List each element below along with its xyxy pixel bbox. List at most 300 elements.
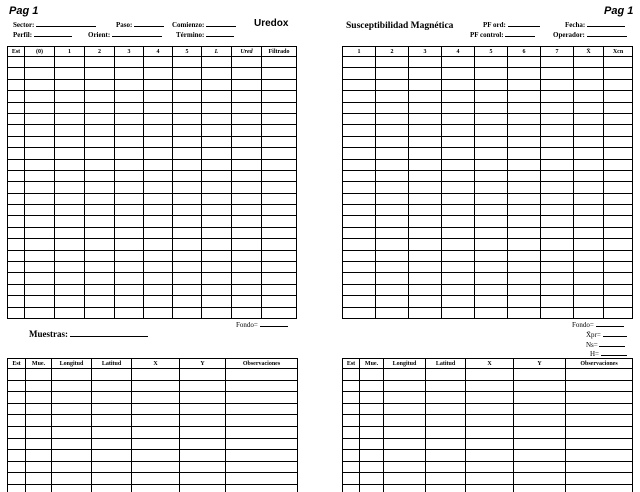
table-cell[interactable] <box>566 426 633 438</box>
paso-field[interactable] <box>116 20 164 29</box>
table-cell[interactable] <box>508 102 541 113</box>
table-cell[interactable] <box>574 227 604 238</box>
table-cell[interactable] <box>566 450 633 462</box>
table-cell[interactable] <box>475 216 508 227</box>
table-cell[interactable] <box>409 102 442 113</box>
table-cell[interactable] <box>566 484 633 492</box>
table-cell[interactable] <box>604 239 633 250</box>
table-cell[interactable] <box>232 125 262 136</box>
table-cell[interactable] <box>226 473 298 485</box>
table-cell[interactable] <box>360 484 384 492</box>
table-cell[interactable] <box>115 239 144 250</box>
table-cell[interactable] <box>475 170 508 181</box>
table-cell[interactable] <box>566 392 633 404</box>
table-cell[interactable] <box>475 284 508 295</box>
table-cell[interactable] <box>384 484 426 492</box>
table-cell[interactable] <box>202 102 232 113</box>
table-cell[interactable] <box>541 91 574 102</box>
table-cell[interactable] <box>442 227 475 238</box>
table-cell[interactable] <box>384 450 426 462</box>
table-cell[interactable] <box>376 193 409 204</box>
table-cell[interactable] <box>384 461 426 473</box>
table-cell[interactable] <box>144 148 173 159</box>
table-cell[interactable] <box>144 182 173 193</box>
table-cell[interactable] <box>514 450 566 462</box>
table-cell[interactable] <box>262 273 297 284</box>
table-cell[interactable] <box>442 250 475 261</box>
table-cell[interactable] <box>8 227 25 238</box>
table-cell[interactable] <box>202 273 232 284</box>
table-cell[interactable] <box>604 68 633 79</box>
table-cell[interactable] <box>25 205 55 216</box>
table-cell[interactable] <box>226 415 298 427</box>
table-cell[interactable] <box>574 250 604 261</box>
table-cell[interactable] <box>180 426 226 438</box>
table-cell[interactable] <box>115 159 144 170</box>
table-cell[interactable] <box>8 193 25 204</box>
table-cell[interactable] <box>144 125 173 136</box>
table-cell[interactable] <box>8 159 25 170</box>
table-cell[interactable] <box>52 450 92 462</box>
table-cell[interactable] <box>202 125 232 136</box>
table-cell[interactable] <box>574 91 604 102</box>
table-cell[interactable] <box>115 284 144 295</box>
table-cell[interactable] <box>115 125 144 136</box>
table-cell[interactable] <box>466 426 514 438</box>
table-cell[interactable] <box>343 136 376 147</box>
table-cell[interactable] <box>180 380 226 392</box>
table-cell[interactable] <box>508 250 541 261</box>
table-cell[interactable] <box>409 91 442 102</box>
table-cell[interactable] <box>52 438 92 450</box>
table-cell[interactable] <box>26 392 52 404</box>
table-cell[interactable] <box>541 216 574 227</box>
table-cell[interactable] <box>173 68 202 79</box>
table-cell[interactable] <box>376 148 409 159</box>
table-cell[interactable] <box>442 216 475 227</box>
table-cell[interactable] <box>475 296 508 307</box>
table-cell[interactable] <box>574 136 604 147</box>
table-cell[interactable] <box>92 484 132 492</box>
table-cell[interactable] <box>466 392 514 404</box>
table-cell[interactable] <box>409 307 442 318</box>
table-cell[interactable] <box>85 227 115 238</box>
table-cell[interactable] <box>376 284 409 295</box>
table-cell[interactable] <box>574 125 604 136</box>
table-cell[interactable] <box>202 250 232 261</box>
table-cell[interactable] <box>85 113 115 124</box>
table-cell[interactable] <box>442 91 475 102</box>
table-cell[interactable] <box>376 182 409 193</box>
table-cell[interactable] <box>115 205 144 216</box>
table-cell[interactable] <box>541 205 574 216</box>
table-cell[interactable] <box>541 79 574 90</box>
operador-input-line[interactable] <box>587 30 627 37</box>
table-cell[interactable] <box>8 57 25 68</box>
table-cell[interactable] <box>343 113 376 124</box>
table-cell[interactable] <box>144 239 173 250</box>
table-cell[interactable] <box>426 473 466 485</box>
table-cell[interactable] <box>144 136 173 147</box>
table-cell[interactable] <box>232 227 262 238</box>
table-cell[interactable] <box>574 68 604 79</box>
table-cell[interactable] <box>144 170 173 181</box>
table-cell[interactable] <box>574 205 604 216</box>
pf-ord-input-line[interactable] <box>508 20 540 27</box>
table-cell[interactable] <box>343 102 376 113</box>
comienzo-input-line[interactable] <box>206 20 236 27</box>
table-cell[interactable] <box>232 296 262 307</box>
table-cell[interactable] <box>409 262 442 273</box>
table-cell[interactable] <box>202 284 232 295</box>
table-cell[interactable] <box>180 450 226 462</box>
table-cell[interactable] <box>55 113 85 124</box>
table-cell[interactable] <box>173 79 202 90</box>
table-cell[interactable] <box>376 307 409 318</box>
table-cell[interactable] <box>475 102 508 113</box>
table-cell[interactable] <box>262 284 297 295</box>
table-cell[interactable] <box>115 262 144 273</box>
table-cell[interactable] <box>442 113 475 124</box>
table-cell[interactable] <box>226 392 298 404</box>
table-cell[interactable] <box>173 216 202 227</box>
table-cell[interactable] <box>514 438 566 450</box>
table-cell[interactable] <box>466 403 514 415</box>
table-cell[interactable] <box>475 250 508 261</box>
table-cell[interactable] <box>409 170 442 181</box>
table-cell[interactable] <box>514 380 566 392</box>
table-cell[interactable] <box>343 415 360 427</box>
table-cell[interactable] <box>25 102 55 113</box>
table-cell[interactable] <box>25 113 55 124</box>
table-cell[interactable] <box>52 380 92 392</box>
table-cell[interactable] <box>604 227 633 238</box>
table-cell[interactable] <box>232 216 262 227</box>
table-cell[interactable] <box>384 415 426 427</box>
table-cell[interactable] <box>514 392 566 404</box>
table-cell[interactable] <box>604 296 633 307</box>
table-cell[interactable] <box>475 125 508 136</box>
table-cell[interactable] <box>8 307 25 318</box>
table-cell[interactable] <box>343 91 376 102</box>
table-cell[interactable] <box>541 182 574 193</box>
table-cell[interactable] <box>173 205 202 216</box>
table-cell[interactable] <box>426 403 466 415</box>
table-cell[interactable] <box>360 426 384 438</box>
table-cell[interactable] <box>115 136 144 147</box>
table-cell[interactable] <box>25 239 55 250</box>
table-cell[interactable] <box>574 262 604 273</box>
table-cell[interactable] <box>409 148 442 159</box>
table-cell[interactable] <box>115 250 144 261</box>
table-cell[interactable] <box>541 284 574 295</box>
table-cell[interactable] <box>26 461 52 473</box>
table-cell[interactable] <box>360 473 384 485</box>
table-cell[interactable] <box>52 484 92 492</box>
table-cell[interactable] <box>442 284 475 295</box>
table-cell[interactable] <box>226 484 298 492</box>
table-cell[interactable] <box>604 193 633 204</box>
table-cell[interactable] <box>132 403 180 415</box>
table-cell[interactable] <box>541 296 574 307</box>
table-cell[interactable] <box>376 170 409 181</box>
table-cell[interactable] <box>25 136 55 147</box>
table-cell[interactable] <box>566 415 633 427</box>
table-cell[interactable] <box>475 262 508 273</box>
table-cell[interactable] <box>115 307 144 318</box>
table-cell[interactable] <box>132 438 180 450</box>
table-cell[interactable] <box>376 125 409 136</box>
table-cell[interactable] <box>475 91 508 102</box>
table-cell[interactable] <box>574 307 604 318</box>
table-cell[interactable] <box>262 193 297 204</box>
table-cell[interactable] <box>92 473 132 485</box>
table-cell[interactable] <box>8 216 25 227</box>
table-cell[interactable] <box>409 227 442 238</box>
table-cell[interactable] <box>232 284 262 295</box>
table-cell[interactable] <box>409 284 442 295</box>
table-cell[interactable] <box>574 113 604 124</box>
table-cell[interactable] <box>202 57 232 68</box>
table-cell[interactable] <box>566 380 633 392</box>
table-cell[interactable] <box>55 182 85 193</box>
h-input-line[interactable] <box>601 349 627 356</box>
table-cell[interactable] <box>8 113 25 124</box>
table-cell[interactable] <box>508 296 541 307</box>
table-cell[interactable] <box>343 239 376 250</box>
table-cell[interactable] <box>466 450 514 462</box>
table-cell[interactable] <box>343 484 360 492</box>
table-cell[interactable] <box>262 170 297 181</box>
table-cell[interactable] <box>508 148 541 159</box>
table-cell[interactable] <box>376 227 409 238</box>
table-cell[interactable] <box>55 91 85 102</box>
table-cell[interactable] <box>384 473 426 485</box>
table-cell[interactable] <box>574 159 604 170</box>
table-cell[interactable] <box>132 461 180 473</box>
table-cell[interactable] <box>26 473 52 485</box>
table-cell[interactable] <box>115 68 144 79</box>
table-cell[interactable] <box>343 216 376 227</box>
table-cell[interactable] <box>475 239 508 250</box>
table-cell[interactable] <box>55 57 85 68</box>
table-cell[interactable] <box>376 102 409 113</box>
table-cell[interactable] <box>376 296 409 307</box>
termino-input-line[interactable] <box>206 30 234 37</box>
table-cell[interactable] <box>92 438 132 450</box>
table-cell[interactable] <box>343 369 360 381</box>
table-cell[interactable] <box>384 426 426 438</box>
table-cell[interactable] <box>55 273 85 284</box>
table-cell[interactable] <box>541 148 574 159</box>
table-cell[interactable] <box>8 484 26 492</box>
table-cell[interactable] <box>262 148 297 159</box>
table-cell[interactable] <box>574 239 604 250</box>
table-cell[interactable] <box>26 415 52 427</box>
table-cell[interactable] <box>8 392 26 404</box>
table-cell[interactable] <box>55 136 85 147</box>
table-cell[interactable] <box>475 205 508 216</box>
table-cell[interactable] <box>144 205 173 216</box>
table-cell[interactable] <box>232 193 262 204</box>
table-cell[interactable] <box>442 239 475 250</box>
table-cell[interactable] <box>144 250 173 261</box>
table-cell[interactable] <box>8 136 25 147</box>
ns-input-line[interactable] <box>599 340 625 347</box>
table-cell[interactable] <box>442 182 475 193</box>
table-cell[interactable] <box>262 250 297 261</box>
table-cell[interactable] <box>475 182 508 193</box>
table-cell[interactable] <box>173 284 202 295</box>
table-cell[interactable] <box>85 193 115 204</box>
table-cell[interactable] <box>8 450 26 462</box>
termino-field[interactable] <box>176 30 234 39</box>
table-cell[interactable] <box>343 57 376 68</box>
table-cell[interactable] <box>604 170 633 181</box>
table-cell[interactable] <box>376 216 409 227</box>
table-cell[interactable] <box>508 273 541 284</box>
table-cell[interactable] <box>173 91 202 102</box>
table-cell[interactable] <box>85 239 115 250</box>
table-cell[interactable] <box>8 284 25 295</box>
table-cell[interactable] <box>343 148 376 159</box>
table-cell[interactable] <box>55 79 85 90</box>
table-cell[interactable] <box>442 125 475 136</box>
table-cell[interactable] <box>8 403 26 415</box>
table-cell[interactable] <box>232 148 262 159</box>
table-cell[interactable] <box>25 68 55 79</box>
table-cell[interactable] <box>343 403 360 415</box>
table-cell[interactable] <box>376 91 409 102</box>
table-cell[interactable] <box>508 125 541 136</box>
table-cell[interactable] <box>508 205 541 216</box>
comienzo-field[interactable] <box>172 20 236 29</box>
table-cell[interactable] <box>574 182 604 193</box>
table-cell[interactable] <box>376 68 409 79</box>
table-cell[interactable] <box>132 369 180 381</box>
table-cell[interactable] <box>55 68 85 79</box>
table-cell[interactable] <box>384 403 426 415</box>
table-cell[interactable] <box>475 227 508 238</box>
table-cell[interactable] <box>180 392 226 404</box>
table-cell[interactable] <box>574 273 604 284</box>
table-cell[interactable] <box>376 136 409 147</box>
table-cell[interactable] <box>262 296 297 307</box>
table-cell[interactable] <box>604 136 633 147</box>
table-cell[interactable] <box>508 91 541 102</box>
table-cell[interactable] <box>85 170 115 181</box>
table-cell[interactable] <box>508 193 541 204</box>
table-cell[interactable] <box>343 438 360 450</box>
table-cell[interactable] <box>604 57 633 68</box>
table-cell[interactable] <box>173 170 202 181</box>
table-cell[interactable] <box>115 57 144 68</box>
table-cell[interactable] <box>514 403 566 415</box>
table-cell[interactable] <box>25 216 55 227</box>
table-cell[interactable] <box>604 250 633 261</box>
table-cell[interactable] <box>541 250 574 261</box>
table-cell[interactable] <box>604 102 633 113</box>
table-cell[interactable] <box>262 159 297 170</box>
table-cell[interactable] <box>92 403 132 415</box>
table-cell[interactable] <box>173 125 202 136</box>
table-cell[interactable] <box>25 159 55 170</box>
muestras-input-line[interactable] <box>70 329 148 337</box>
table-cell[interactable] <box>409 296 442 307</box>
table-cell[interactable] <box>426 438 466 450</box>
table-cell[interactable] <box>144 262 173 273</box>
table-cell[interactable] <box>173 57 202 68</box>
table-cell[interactable] <box>475 148 508 159</box>
table-cell[interactable] <box>475 79 508 90</box>
table-cell[interactable] <box>85 296 115 307</box>
table-cell[interactable] <box>508 68 541 79</box>
table-cell[interactable] <box>262 91 297 102</box>
table-cell[interactable] <box>262 262 297 273</box>
table-cell[interactable] <box>226 380 298 392</box>
table-cell[interactable] <box>426 426 466 438</box>
sector-input-line[interactable] <box>36 20 96 27</box>
table-cell[interactable] <box>52 426 92 438</box>
table-cell[interactable] <box>475 57 508 68</box>
table-cell[interactable] <box>604 273 633 284</box>
table-cell[interactable] <box>52 369 92 381</box>
table-cell[interactable] <box>173 113 202 124</box>
table-cell[interactable] <box>541 227 574 238</box>
table-cell[interactable] <box>132 484 180 492</box>
table-cell[interactable] <box>442 296 475 307</box>
table-cell[interactable] <box>173 262 202 273</box>
table-cell[interactable] <box>360 380 384 392</box>
table-cell[interactable] <box>604 182 633 193</box>
right-fondo-field[interactable] <box>572 320 624 329</box>
table-cell[interactable] <box>132 473 180 485</box>
table-cell[interactable] <box>52 461 92 473</box>
table-cell[interactable] <box>25 91 55 102</box>
table-cell[interactable] <box>262 57 297 68</box>
table-cell[interactable] <box>360 403 384 415</box>
table-cell[interactable] <box>8 91 25 102</box>
table-cell[interactable] <box>144 227 173 238</box>
table-cell[interactable] <box>262 239 297 250</box>
table-cell[interactable] <box>604 159 633 170</box>
table-cell[interactable] <box>132 415 180 427</box>
table-cell[interactable] <box>226 450 298 462</box>
table-cell[interactable] <box>55 227 85 238</box>
table-cell[interactable] <box>8 461 26 473</box>
table-cell[interactable] <box>232 113 262 124</box>
table-cell[interactable] <box>466 484 514 492</box>
table-cell[interactable] <box>25 170 55 181</box>
table-cell[interactable] <box>115 91 144 102</box>
table-cell[interactable] <box>384 380 426 392</box>
table-cell[interactable] <box>55 296 85 307</box>
table-cell[interactable] <box>426 461 466 473</box>
table-cell[interactable] <box>115 182 144 193</box>
table-cell[interactable] <box>144 68 173 79</box>
operador-field[interactable] <box>553 30 627 39</box>
h-field[interactable] <box>590 349 627 358</box>
table-cell[interactable] <box>232 170 262 181</box>
table-cell[interactable] <box>232 79 262 90</box>
sector-field[interactable] <box>13 20 96 29</box>
table-cell[interactable] <box>262 182 297 193</box>
table-cell[interactable] <box>376 57 409 68</box>
table-cell[interactable] <box>360 438 384 450</box>
table-cell[interactable] <box>466 369 514 381</box>
table-cell[interactable] <box>384 369 426 381</box>
table-cell[interactable] <box>343 284 376 295</box>
